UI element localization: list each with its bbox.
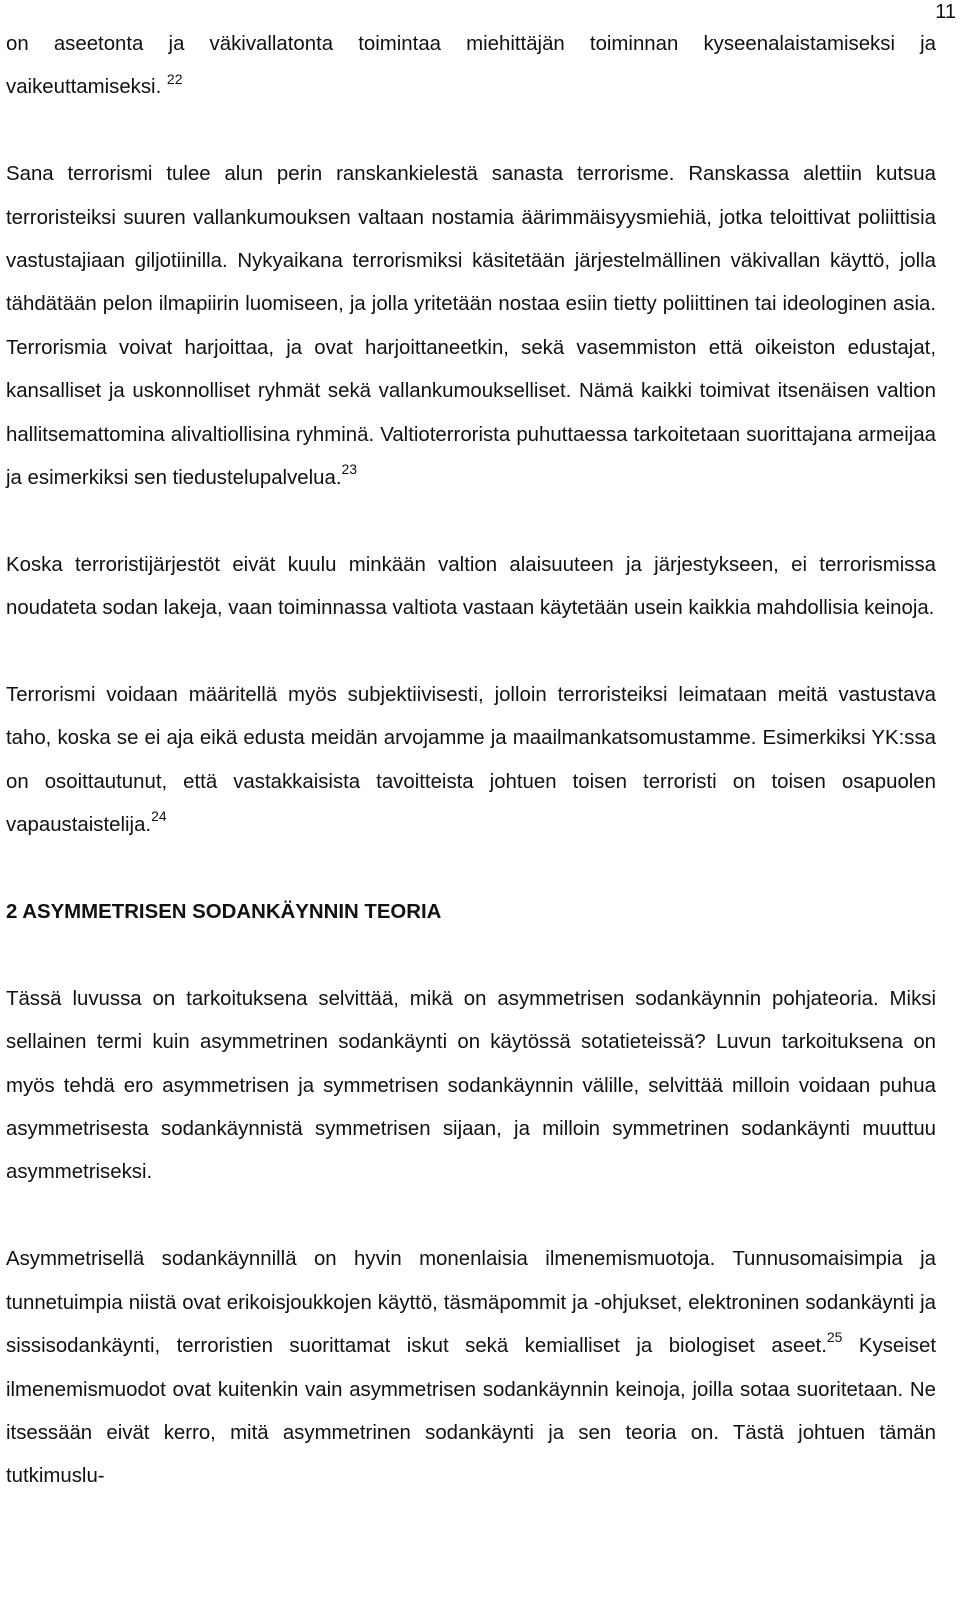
footnote-ref-23: 23 <box>341 461 358 478</box>
document-body <box>6 23 936 1499</box>
paragraph-text-continued: Kyseiset ilmenemismuodot ovat kuitenkin vain asymmetrisen sodankäynnin keinoja, joilla sotaa suoritetaan. Ne itsessään eivät kerro, mitä asymmetrinen sodankäynti ja sen teoria on. Tästä johtuen tämän tutkimuslu- <box>6 1335 936 1488</box>
paragraph-text: Tässä luvussa on tarkoituksena selvittää, mikä on asymmetrisen sodankäynnin pohjateoria. Miksi sellainen termi kuin asymmetrinen sodankäynti on käytössä sotatieteissä? Luvun tarkoituksena on myös tehdä ero asymmetrisen ja symmetrisen sodankäynnin välille, selvittää milloin voidaan puhua asymmetrisesta sodankäynnistä symmetrisen sijaan, ja milloin symmetrinen sodankäynti muuttuu asymmetriseksi. <box>6 987 936 1184</box>
page-number: 11 <box>935 1 956 23</box>
paragraph-text: on aseetonta ja väkivallatonta toimintaa miehittäjän toiminnan kyseenalaistamiseksi ja vaikeuttamiseksi. <box>6 33 936 99</box>
paragraph-text: Koska terroristijärjestöt eivät kuulu minkään valtion alaisuuteen ja järjestykseen, ei terrorismissa noudateta sodan lakeja, vaan toiminnassa valtiota vastaan käytetään usein kaikkia mahdollisia keinoja. <box>6 553 936 620</box>
section-paragraph-1 <box>6 978 936 1195</box>
paragraph-text: Sana terrorismi tulee alun perin ranskankielestä sanasta terrorisme. Ranskassa alettiin kutsua terroristeiksi suuren vallankumouksen valtaan nostamia äärimmäisyysmiehiä, jotka teloittivat poliittisia vastustajiaan giljotiinilla. Nykyaikana terrorismiksi käsitetään järjestelmällinen väkivallan käyttö, jolla tähdätään pelon ilmapiirin luomiseen, ja jolla yritetään nostaa esiin tietty poliittinen tai ideologinen asia. Terrorismia voivat harjoittaa, ja ovat harjoittaneetkin, sekä vasemmiston että oikeiston edustajat, kansalliset ja uskonnolliset ryhmät sekä vallankumoukselliset. Nämä kaikki toimivat itsenäisen valtion hallitsemattomina alivaltiollisina ryhminä. Valtioterrorista puhuttaessa tarkoitetaan suorittajana armeijaa ja esimerkiksi sen tiedustelupalvelua. <box>6 163 936 490</box>
paragraph-4 <box>6 674 936 848</box>
footnote-ref-24: 24 <box>151 808 167 825</box>
section-paragraph-2 <box>6 1238 936 1498</box>
paragraph-1 <box>6 23 936 110</box>
footnote-ref-22: 22 <box>166 70 183 87</box>
footnote-ref-25: 25 <box>826 1329 843 1346</box>
paragraph-2 <box>6 153 936 500</box>
paragraph-text: Terrorismi voidaan määritellä myös subjektiivisesti, jolloin terroristeiksi leimataan meitä vastustava taho, koska se ei aja eikä edusta meidän arvojamme ja maailmankatsomustamme. Esimerkiksi YK:ssa on osoittautunut, että vastakkaisista tavoitteista johtuen toisen terroristi on toisen osapuolen vapaustaistelija. <box>6 684 936 837</box>
paragraph-3 <box>6 544 936 631</box>
section-heading: 2 ASYMMETRISEN SODANKÄYNNIN TEORIA <box>6 901 442 924</box>
paragraph-text: Asymmetrisellä sodankäynnillä on hyvin monenlaisia ilmenemismuotoja. Tunnusomaisimpia ja tunnetuimpia niistä ovat erikoisjoukkojen käyttö, täsmäpommit ja -ohjukset, elektroninen sodankäynti ja sissisodankäynti, terroristien suorittamat iskut sekä kemialliset ja biologiset aseet. <box>6 1248 936 1358</box>
